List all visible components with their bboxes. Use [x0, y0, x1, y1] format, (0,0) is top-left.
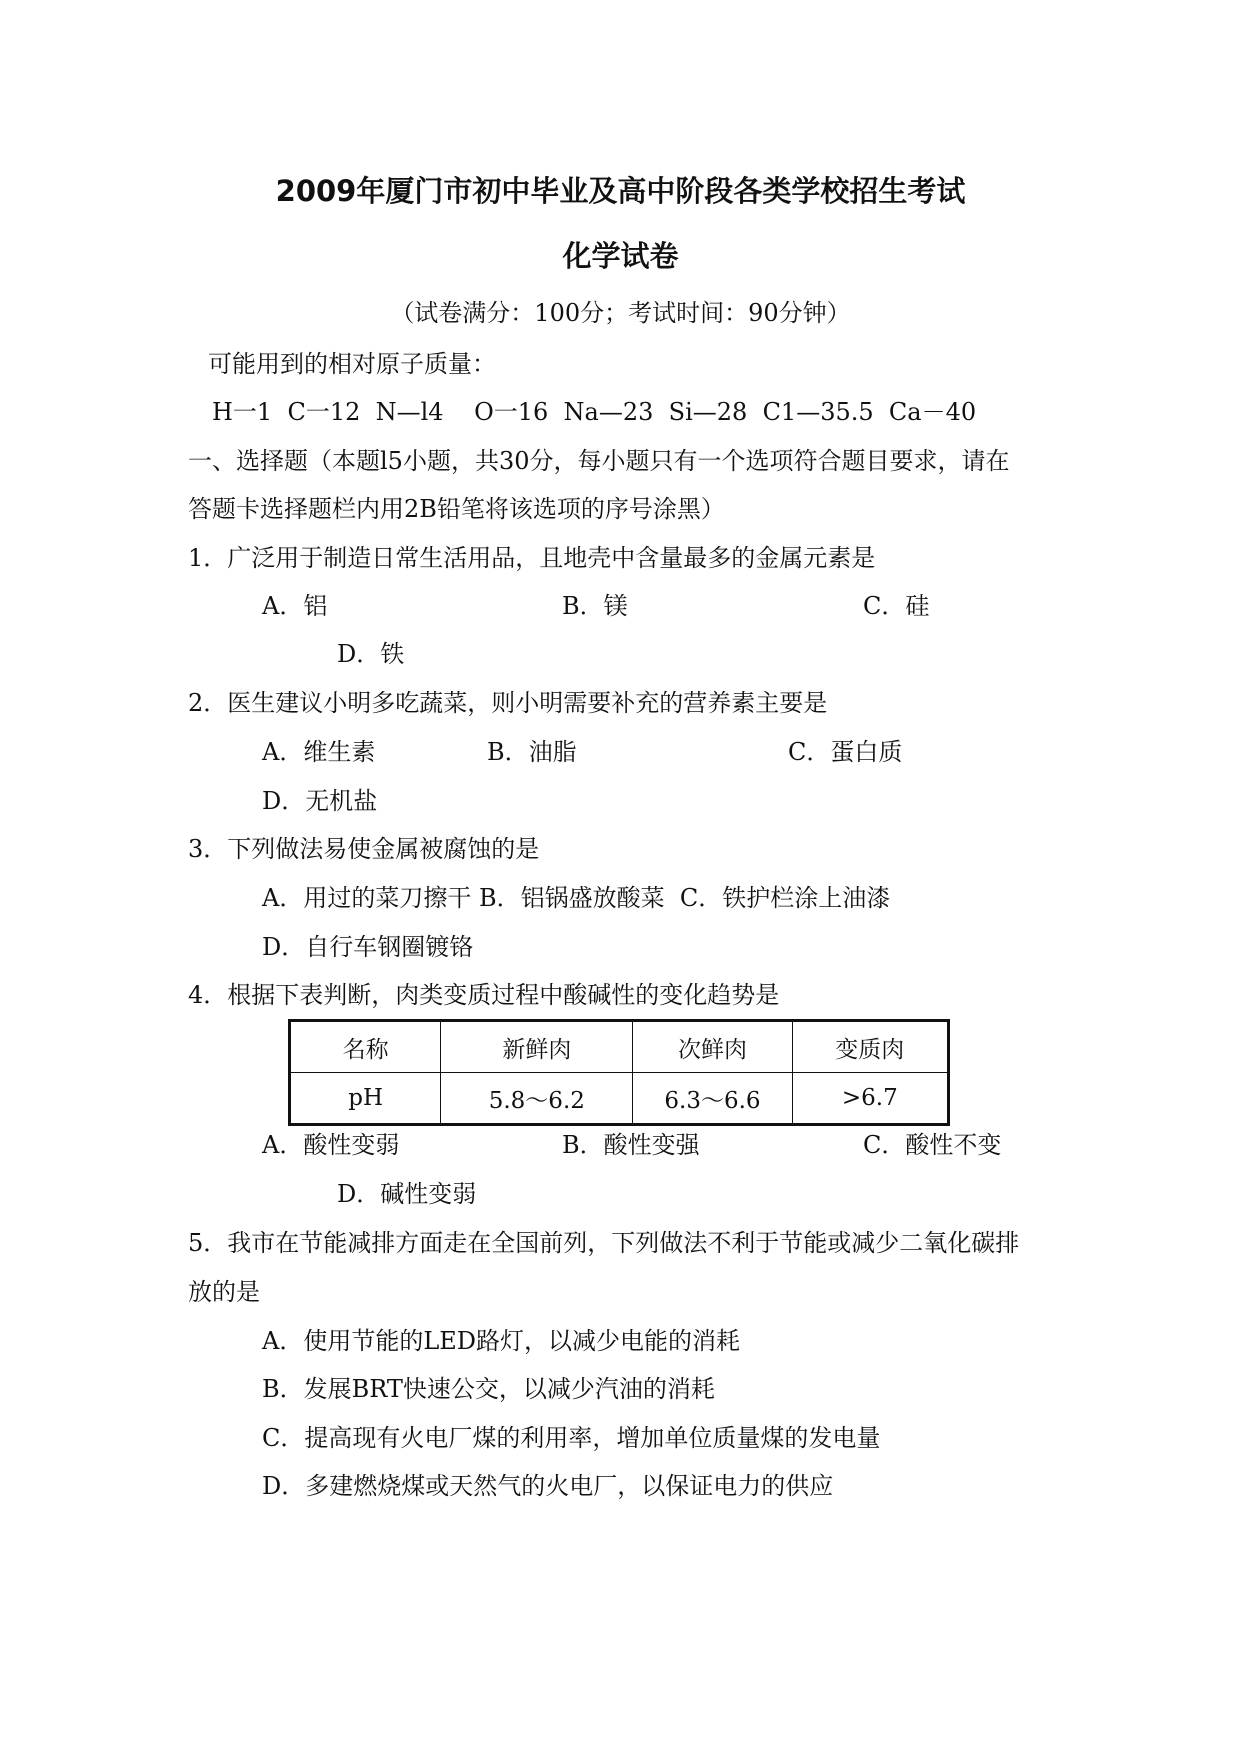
ph-table-header: 变质肉 [792, 1021, 948, 1073]
question-5-option-d: D．多建燃烧煤或天然气的火电厂，以保证电力的供应 [262, 1472, 834, 1500]
exam-info: （试卷满分：100分；考试时间：90分钟） [390, 299, 851, 327]
atomic-mass-label: 可能用到的相对原子质量： [208, 350, 496, 378]
question-1-stem: 1．广泛用于制造日常生活用品，且地壳中含量最多的金属元素是 [188, 544, 876, 572]
question-2-option-d: D．无机盐 [262, 787, 378, 815]
question-1-option-d: D．铁 [337, 640, 405, 668]
question-4-stem: 4．根据下表判断，肉类变质过程中酸碱性的变化趋势是 [188, 981, 780, 1009]
question-2-stem: 2．医生建议小明多吃蔬菜，则小明需要补充的营养素主要是 [188, 689, 828, 717]
section-heading-line2: 答题卡选择题栏内用2B铅笔将该选项的序号涂黑） [188, 495, 725, 523]
atomic-mass-values: H一1 C一12 N—l4 O一16 Na—23 Si—28 C1—35.5 Ca－40 [212, 398, 977, 426]
section-heading-line1: 一、选择题（本题l5小题，共30分，每小题只有一个选项符合题目要求，请在 [188, 447, 1010, 475]
ph-table-cell: 5.8～6.2 [441, 1073, 633, 1125]
exam-title: 2009年厦门市初中毕业及高中阶段各类学校招生考试 [275, 174, 966, 208]
question-3-option-d: D．自行车钢圈镀铬 [262, 933, 474, 961]
question-2-option-a: A．维生素 [262, 738, 376, 766]
question-1-option-a: A．铝 [262, 592, 328, 620]
question-1-option-b: B．镁 [562, 592, 628, 620]
question-4-option-b: B．酸性变强 [562, 1131, 700, 1159]
question-5-option-c: C．提高现有火电厂煤的利用率，增加单位质量煤的发电量 [262, 1424, 881, 1452]
ph-table-header: 名称 [290, 1021, 441, 1073]
question-1-option-c: C．硅 [863, 592, 930, 620]
question-2-option-c: C．蛋白质 [788, 738, 903, 766]
ph-table-header-row [290, 1021, 949, 1073]
ph-table-header: 新鲜肉 [441, 1021, 633, 1073]
ph-table-cell: >6.7 [792, 1073, 948, 1125]
question-5-option-b: B．发展BRT快速公交，以减少汽油的消耗 [262, 1375, 715, 1403]
ph-table-row [290, 1073, 949, 1125]
question-5-stem-line1: 5．我市在节能减排方面走在全国前列，下列做法不利于节能或减少二氧化碳排 [188, 1229, 1020, 1257]
question-4-option-a: A．酸性变弱 [262, 1131, 400, 1159]
question-4-option-d: D．碱性变弱 [337, 1180, 477, 1208]
question-4-option-c: C．酸性不变 [863, 1131, 1002, 1159]
ph-table-header: 次鲜肉 [633, 1021, 792, 1073]
ph-table-cell: 6.3～6.6 [633, 1073, 792, 1125]
question-2-option-b: B．油脂 [487, 738, 577, 766]
ph-table-cell: pH [290, 1073, 441, 1125]
exam-subtitle: 化学试卷 [562, 239, 679, 273]
ph-table [288, 1019, 950, 1126]
question-3-options-abc: A．用过的菜刀擦干 B．铝锅盛放酸菜 C．铁护栏涂上油漆 [262, 884, 891, 912]
question-3-stem: 3．下列做法易使金属被腐蚀的是 [188, 835, 540, 863]
question-5-option-a: A．使用节能的LED路灯，以减少电能的消耗 [262, 1327, 741, 1355]
question-5-stem-line2: 放的是 [188, 1278, 260, 1306]
